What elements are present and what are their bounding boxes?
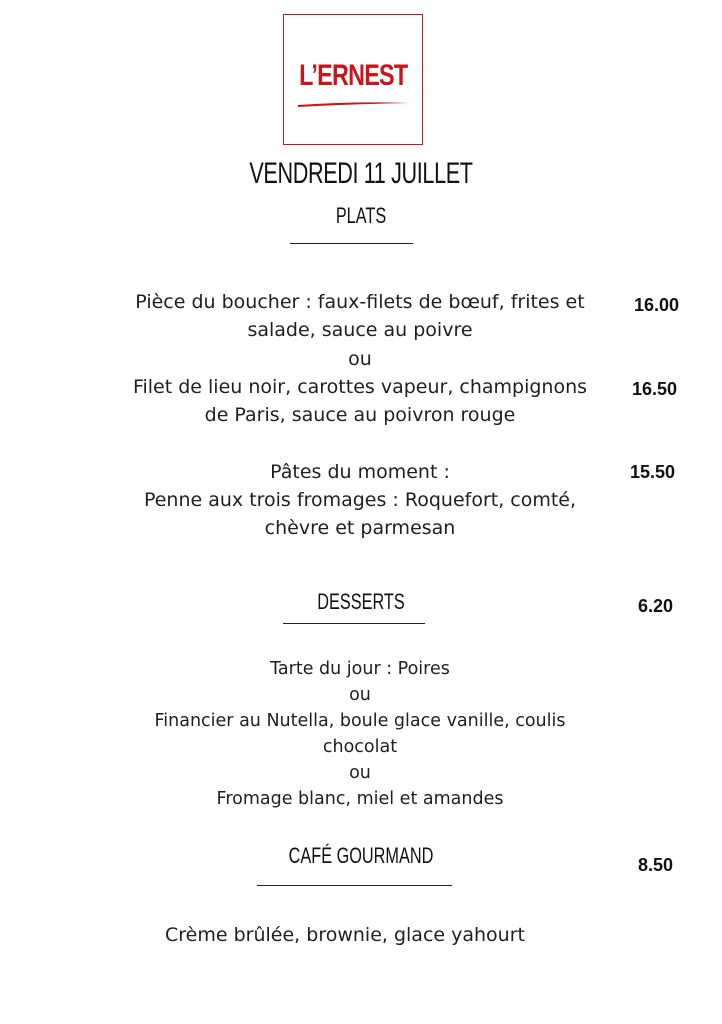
price-cafe-gourmand: 8.50 bbox=[638, 855, 674, 875]
dessert-list: Tarte du jour : Poires ou Financier au Nutella, boule glace vanille, coulis chocolat ou Fromage blanc, miel et amandes bbox=[154, 659, 566, 809]
section-title-desserts: DESSERTS bbox=[317, 589, 405, 614]
section-title-plats: PLATS bbox=[335, 203, 387, 228]
menu-item-pates-du-moment: Pâtes du moment : Penne aux trois fromages : Roquefort, comté, chèvre et parmesan bbox=[143, 461, 577, 539]
price-filet-de-lieu-noir: 16.50 bbox=[632, 379, 678, 399]
section-divider bbox=[290, 243, 413, 244]
cafe-gourmand-description: Crème brûlée, brownie, glace yahourt bbox=[165, 924, 525, 946]
page-title: VENDREDI 11 JUILLET bbox=[249, 157, 473, 190]
menu-item-piece-du-boucher: Pièce du boucher : faux-filets de bœuf, frites et salade, sauce au poivre bbox=[135, 291, 585, 341]
price-pates-du-moment: 15.50 bbox=[630, 462, 676, 482]
section-title-cafe-gourmand: CAFÉ GOURMAND bbox=[288, 843, 434, 868]
or-separator: ou bbox=[348, 348, 372, 370]
logo-text: L’ERNEST bbox=[299, 59, 408, 92]
menu-item-filet-de-lieu-noir: Filet de lieu noir, carottes vapeur, champignons de Paris, sauce au poivron rouge bbox=[132, 376, 588, 426]
section-divider bbox=[257, 885, 452, 886]
price-piece-du-boucher: 16.00 bbox=[634, 295, 680, 315]
price-desserts: 6.20 bbox=[638, 596, 674, 616]
restaurant-logo bbox=[283, 14, 423, 145]
logo-swoosh-icon bbox=[296, 100, 412, 108]
section-divider bbox=[283, 623, 425, 624]
